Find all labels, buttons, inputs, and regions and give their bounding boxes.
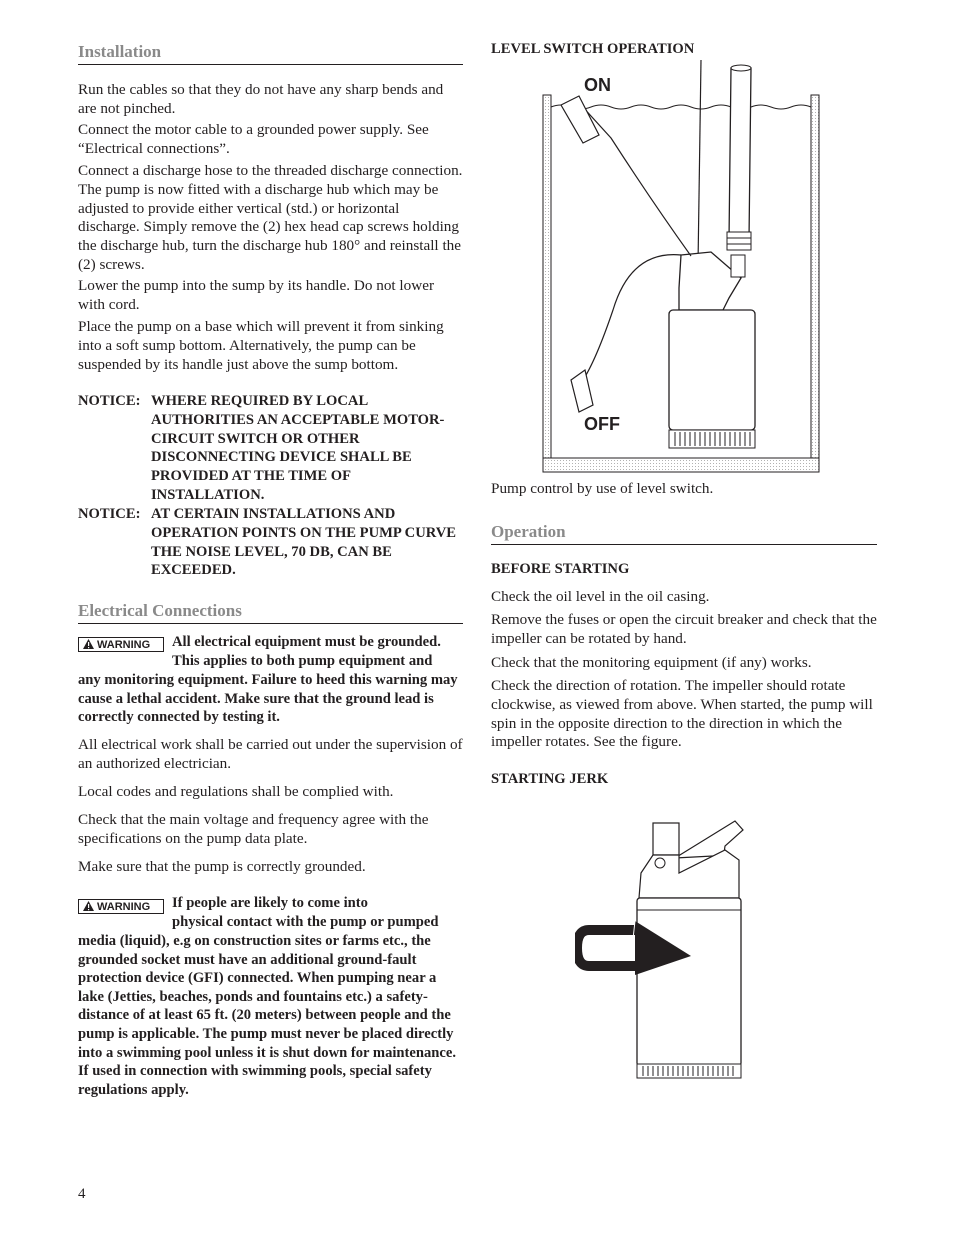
installation-title: Installation: [78, 42, 463, 65]
before-starting-heading: BEFORE STARTING: [491, 561, 630, 577]
warning1-line2: This applies to both pump equipment and: [172, 653, 433, 669]
operation-paragraph: Check that the monitoring equipment (if any) works.: [491, 654, 812, 671]
electrical-paragraph: Local codes and regulations shall be complied with.: [78, 783, 394, 800]
electrical-title: Electrical Connections: [78, 601, 463, 624]
electrical-paragraph: All electrical work shall be carried out under the supervision of an authorized electrician.: [78, 736, 463, 772]
installation-paragraph: Run the cables so that they do not have any sharp bends and are not pinched.: [78, 81, 444, 117]
installation-paragraph: Place the pump on a base which will prevent it from sinking into a soft sump bottom. Alternatively, the pump can be suspended by its handle just above the sump bottom.: [78, 318, 444, 373]
electrical-paragraph: Make sure that the pump is correctly grounded.: [78, 858, 366, 875]
operation-paragraph: Remove the fuses or open the circuit breaker and check that the impeller can be rotated by hand.: [491, 611, 877, 647]
warning-badge: [78, 637, 164, 652]
level-switch-heading: LEVEL SWITCH OPERATION: [491, 41, 695, 57]
warning-label: WARNING: [97, 639, 151, 651]
installation-paragraph: Connect a discharge hose to the threaded discharge connection. The pump is now fitted with a discharge hub which may be adjusted to provide either vertical (std.) or horizontal discharge. Simply remove the (2) hex head cap screws holding the discharge hub, turn the discharge hub 180° and reinstall the (2) screws.: [78, 162, 463, 273]
operation-title: Operation: [491, 522, 877, 545]
operation-paragraph: Check the oil level in the oil casing.: [491, 588, 710, 605]
warning-label: WARNING: [97, 901, 151, 913]
warning2-line1: If people are likely to come into: [172, 895, 368, 911]
warning-triangle-icon: [83, 639, 94, 649]
notice-disconnect: [78, 392, 463, 505]
warning2-body: media (liquid), e.g on construction sites or farms etc., the grounded socket must have an additional ground-fault protection device (GFI) connected. When pumping near a lake (Jetties, beaches, ponds and fountains etc.) a safety-distance of at least 65 ft. (20 meters) between people and the pump is applicable. The pump must never be placed directly into a swimming pool unless it is shut down for maintenance. If used in connection with swimming pools, special safety regulations apply.: [78, 933, 457, 1098]
page-number: 4: [78, 1186, 86, 1202]
notice-tag: NOTICE:: [78, 393, 141, 409]
installation-paragraph: Lower the pump into the sump by its handle. Do not lower with cord.: [78, 277, 435, 313]
notice-noise: [78, 505, 463, 580]
notice-tag: NOTICE:: [78, 506, 141, 522]
notice-text: AT CERTAIN INSTALLATIONS AND OPERATION POINTS ON THE PUMP CURVE THE NOISE LEVEL, 70 DB, CAN BE EXCEEDED.: [151, 506, 457, 579]
warning1-body: any monitoring equipment. Failure to heed this warning may cause a lethal accident. Make sure that the ground lead is correctly connected by testing it.: [78, 672, 458, 726]
level-switch-caption: Pump control by use of level switch.: [491, 480, 714, 497]
warning-badge: [78, 899, 164, 914]
level-on-label: ON: [584, 75, 611, 95]
warning-triangle-icon: [83, 901, 94, 911]
warning1-line1: All electrical equipment must be grounded.: [172, 634, 441, 650]
level-off-label: OFF: [584, 414, 620, 434]
warning2-line2: physical contact with the pump or pumped: [172, 914, 439, 930]
operation-paragraph: Check the direction of rotation. The impeller should rotate clockwise, as viewed from above. When started, the pump will spin in the opposite direction to the direction in which the impeller rotates. See the figure.: [491, 677, 873, 751]
starting-jerk-heading: STARTING JERK: [491, 771, 609, 787]
installation-paragraph: Connect the motor cable to a grounded power supply. See “Electrical connections”.: [78, 121, 429, 157]
level-switch-figure: [541, 60, 826, 475]
starting-jerk-figure: [575, 818, 750, 1083]
notice-text: WHERE REQUIRED BY LOCAL AUTHORITIES AN ACCEPTABLE MOTOR-CIRCUIT SWITCH OR OTHER DISCONNECTING DEVICE SHALL BE PROVIDED AT THE TIME OF INSTALLATION.: [151, 393, 445, 503]
electrical-paragraph: Check that the main voltage and frequency agree with the specifications on the pump data plate.: [78, 811, 429, 847]
